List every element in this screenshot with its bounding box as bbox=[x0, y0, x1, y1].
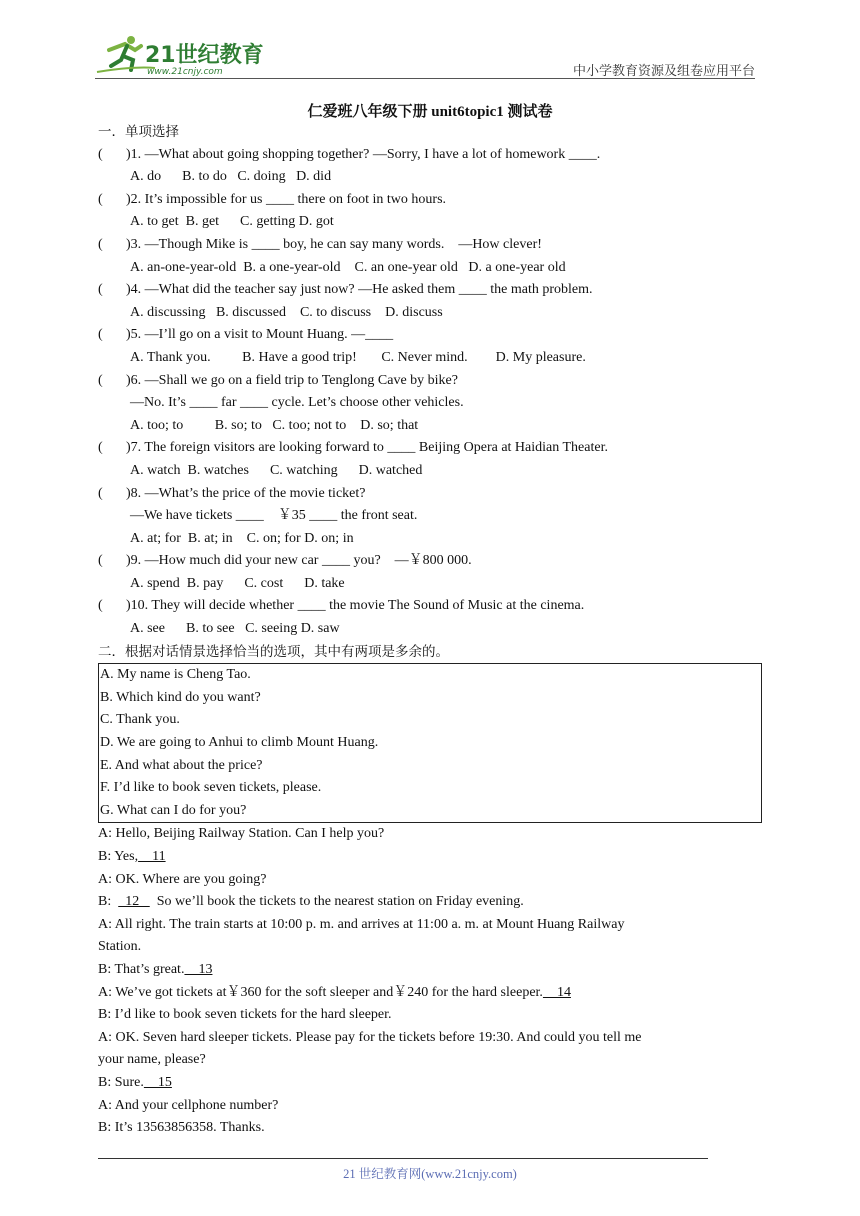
question-text: )10. They will decide whether ____ the movie The Sound of Music at the cinema. bbox=[126, 598, 585, 614]
dialogue-line bbox=[98, 1095, 762, 1118]
question-text: )1. —What about going shopping together? —Sorry, I have a lot of homework ____. bbox=[126, 146, 601, 162]
question-line: —We have tickets ____ ￥35 ____ the front seat. bbox=[130, 508, 418, 524]
question-options: A. an-one-year-old B. a one-year-old C. an one-year old D. a one-year old bbox=[130, 259, 566, 275]
question-text: )8. —What’s the price of the movie ticket? bbox=[126, 485, 366, 501]
question-options: A. too; to B. so; to C. too; not to D. so; that bbox=[130, 417, 419, 433]
answer-paren[interactable]: ( bbox=[98, 282, 103, 298]
question-text: )5. —I’ll go on a visit to Mount Huang. —____ bbox=[126, 327, 394, 343]
question-4 bbox=[98, 279, 762, 302]
dialogue-text: B: I’d like to book seven tickets for the hard sleeper. bbox=[98, 1007, 392, 1023]
answer-paren[interactable]: ( bbox=[98, 236, 103, 252]
logo bbox=[95, 32, 265, 76]
question-2 bbox=[98, 189, 762, 212]
dialogue-line bbox=[98, 823, 762, 846]
answer-blank[interactable]: 13 bbox=[184, 961, 213, 977]
answer-paren[interactable]: ( bbox=[98, 146, 103, 162]
answer-paren[interactable]: ( bbox=[98, 191, 103, 207]
dialogue-text: Station. bbox=[98, 939, 142, 955]
answer-blank[interactable]: 14 bbox=[542, 984, 571, 1000]
question-line: —No. It’s ____ far ____ cycle. Let’s choose other vehicles. bbox=[130, 395, 464, 411]
question-list bbox=[98, 144, 762, 641]
dialogue-text: A: Hello, Beijing Railway Station. Can I help you? bbox=[98, 826, 385, 842]
dialogue-text: B: That’s great. bbox=[98, 961, 185, 977]
answer-paren[interactable]: ( bbox=[98, 440, 103, 456]
answer-blank[interactable]: 11 bbox=[138, 849, 166, 864]
question-6 bbox=[98, 370, 762, 393]
section2-heading: 二．根据对话情景选择恰当的选项，其中有两项是多余的。 bbox=[98, 643, 449, 660]
answer-paren[interactable]: ( bbox=[98, 598, 103, 614]
answer-paren[interactable]: ( bbox=[98, 327, 103, 343]
exam-content bbox=[98, 121, 762, 1140]
question-10 bbox=[98, 595, 762, 618]
header-divider bbox=[95, 78, 755, 79]
dialogue-line bbox=[98, 1004, 762, 1027]
dialogue-text: A: And your cellphone number? bbox=[98, 1097, 279, 1113]
question-options: A. do B. to do C. doing D. did bbox=[130, 169, 332, 185]
option-item: C. Thank you. bbox=[100, 712, 180, 728]
question-9 bbox=[98, 550, 762, 573]
dialogue bbox=[98, 823, 762, 1139]
question-options: A. to get B. get C. getting D. got bbox=[130, 214, 334, 230]
question-options: A. watch B. watches C. watching D. watched bbox=[130, 462, 423, 478]
answer-paren[interactable]: ( bbox=[98, 485, 103, 501]
question-options: A. at; for B. at; in C. on; for D. on; in bbox=[130, 530, 354, 546]
question-3 bbox=[98, 234, 762, 257]
options-box bbox=[98, 663, 762, 823]
answer-blank[interactable]: 12 bbox=[118, 894, 150, 910]
logo-text: 21世纪教育 bbox=[145, 43, 264, 68]
dialogue-text-after: So we’ll book the tickets to the nearest station on Friday evening. bbox=[149, 894, 524, 910]
footer-divider bbox=[98, 1158, 708, 1159]
option-item: E. And what about the price? bbox=[100, 757, 263, 773]
dialogue-line bbox=[98, 982, 762, 1005]
question-text: )2. It’s impossible for us ____ there on foot in two hours. bbox=[126, 191, 447, 207]
question-text: )6. —Shall we go on a field trip to Tenglong Cave by bike? bbox=[126, 372, 458, 388]
answer-blank[interactable]: 15 bbox=[143, 1074, 172, 1090]
dialogue-line bbox=[98, 936, 762, 959]
dialogue-line bbox=[98, 914, 762, 937]
option-item: D. We are going to Anhui to climb Mount Huang. bbox=[100, 735, 379, 751]
platform-name: 中小学教育资源及组卷应用平台 bbox=[572, 63, 755, 78]
option-item: B. Which kind do you want? bbox=[100, 689, 261, 705]
dialogue-line bbox=[98, 1027, 762, 1050]
dialogue-text: B: Sure. bbox=[98, 1074, 144, 1090]
question-options: A. discussing B. discussed C. to discuss D. discuss bbox=[130, 304, 443, 320]
question-options: A. spend B. pay C. cost D. take bbox=[130, 575, 345, 591]
dialogue-text: your name, please? bbox=[98, 1052, 206, 1068]
footer-text: 21 世纪教育网(www.21cnjy.com) bbox=[343, 1167, 517, 1181]
dialogue-line bbox=[98, 846, 762, 869]
question-8 bbox=[98, 483, 762, 506]
dialogue-line bbox=[98, 869, 762, 892]
dialogue-line bbox=[98, 959, 762, 982]
dialogue-line bbox=[98, 1072, 762, 1095]
dialogue-text: A: OK. Seven hard sleeper tickets. Please pay for the tickets before 19:30. And could you tell me bbox=[98, 1029, 642, 1045]
answer-paren[interactable]: ( bbox=[98, 553, 103, 569]
dialogue-line bbox=[98, 1117, 762, 1140]
dialogue-text: A: OK. Where are you going? bbox=[98, 871, 267, 887]
option-item: F. I’d like to book seven tickets, please. bbox=[100, 780, 322, 796]
question-1 bbox=[98, 144, 762, 167]
section1-heading: 一．单项选择 bbox=[98, 124, 179, 140]
page-header bbox=[95, 28, 755, 80]
question-options: A. see B. to see C. seeing D. saw bbox=[130, 621, 340, 637]
logo-url: www.21cnjy.com bbox=[147, 67, 223, 76]
dialogue-line bbox=[98, 891, 762, 914]
question-text: )7. The foreign visitors are looking forward to ____ Beijing Opera at Haidian Theater. bbox=[126, 440, 608, 456]
question-5 bbox=[98, 324, 762, 347]
dialogue-text: A: All right. The train starts at 10:00 p. m. and arrives at 11:00 a. m. at Mount Huang Railway bbox=[98, 916, 625, 932]
question-7 bbox=[98, 437, 762, 460]
dialogue-text: B: Yes, bbox=[98, 849, 139, 864]
option-item: G. What can I do for you? bbox=[100, 802, 247, 818]
answer-paren[interactable]: ( bbox=[98, 372, 103, 388]
question-text: )3. —Though Mike is ____ boy, he can say many words. —How clever! bbox=[126, 236, 542, 252]
question-text: )9. —How much did your new car ____ you? —￥800 000. bbox=[126, 553, 472, 569]
dialogue-text: B: bbox=[98, 894, 119, 910]
page-title: 仁爱班八年级下册 unit6topic1 测试卷 bbox=[307, 104, 553, 120]
dialogue-text: A: We’ve got tickets at￥360 for the soft sleeper and￥240 for the hard sleeper. bbox=[98, 984, 543, 1000]
dialogue-line bbox=[98, 1049, 762, 1072]
dialogue-text: B: It’s 13563856358. Thanks. bbox=[98, 1120, 265, 1136]
question-text: )4. —What did the teacher say just now? —He asked them ____ the math problem. bbox=[126, 282, 593, 298]
question-options: A. Thank you. B. Have a good trip! C. Never mind. D. My pleasure. bbox=[130, 349, 586, 365]
option-item: A. My name is Cheng Tao. bbox=[100, 667, 251, 683]
